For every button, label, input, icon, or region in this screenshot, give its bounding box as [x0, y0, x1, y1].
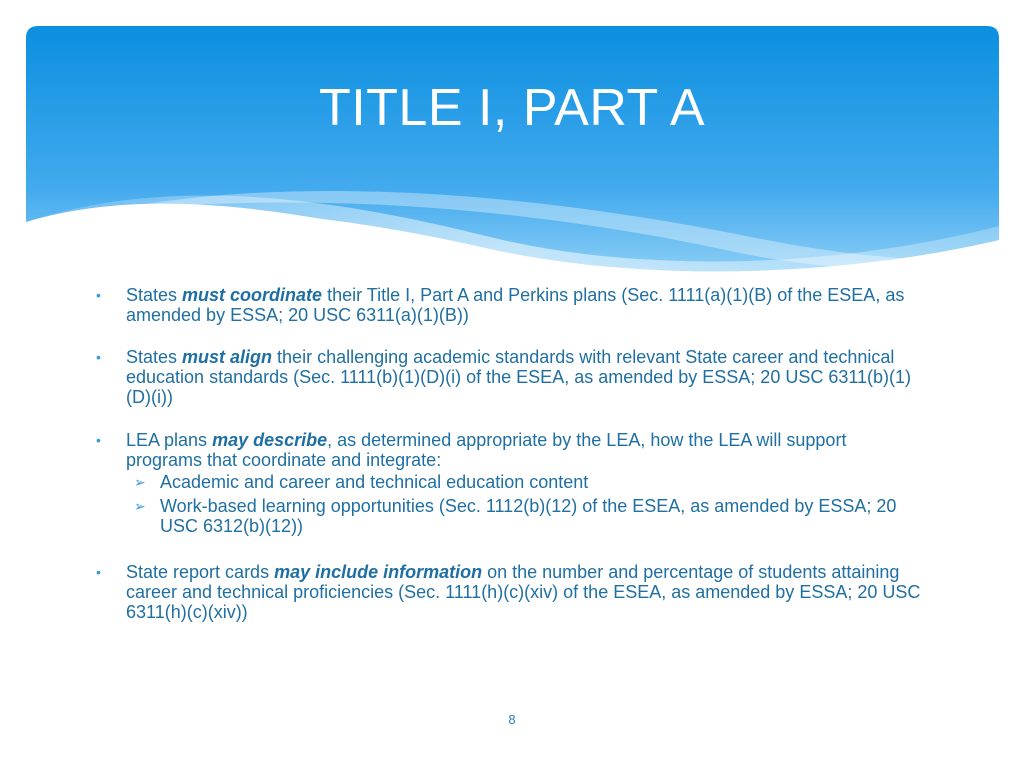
bullet-dot-icon: • [96, 564, 101, 580]
sub-bullet-item: ➢ Work-based learning opportunities (Sec. 1112(b)(12) of the ESEA, as amended by ESSA; 20 USC 6312(b)(12)) [134, 496, 897, 536]
header-banner [26, 26, 999, 286]
bullet-text: LEA plans may describe, as determined appropriate by the LEA, how the LEA will support programs that coordinate and integrate: [126, 430, 847, 470]
bullet-item [96, 347, 926, 407]
emphasis: may describe [212, 430, 328, 450]
bullet-dot-icon: • [96, 287, 101, 303]
page-number: 8 [508, 712, 516, 727]
bullet-item [96, 285, 926, 325]
bullet-dot-icon: • [96, 349, 101, 365]
sub-bullet-item: ➢ Academic and career and technical education content [134, 472, 589, 492]
arrow-right-icon: ➢ [134, 474, 146, 490]
emphasis: may include information [274, 562, 483, 582]
bullet-dot-icon: • [96, 432, 101, 448]
bullet-list [96, 285, 926, 642]
emphasis: must align [182, 347, 273, 367]
emphasis: must coordinate [182, 285, 323, 305]
bullet-item [96, 562, 926, 622]
bullet-text: States must align their challenging academic standards with relevant State career and technical education standards (Sec. 1111(b)(1)(D)(i) of the ESEA, as amended by ESSA; 20 USC 6311(b)(1)(D)(i)) [126, 347, 912, 407]
bullet-text: States must coordinate their Title I, Part A and Perkins plans (Sec. 1111(a)(1)(B) of the ESEA, as amended by ESSA; 20 USC 6311(a)(1)(B)) [126, 285, 905, 325]
bullet-text: State report cards may include information on the number and percentage of students attaining career and technical proficiencies (Sec. 1111(h)(c)(xiv) of the ESEA, as amended by ESSA; 20 USC 6311(h)(c)(xiv)) [126, 562, 921, 622]
bullet-item [96, 430, 926, 536]
slide-title: TITLE I, PART A [318, 79, 706, 137]
arrow-right-icon: ➢ [134, 498, 146, 514]
